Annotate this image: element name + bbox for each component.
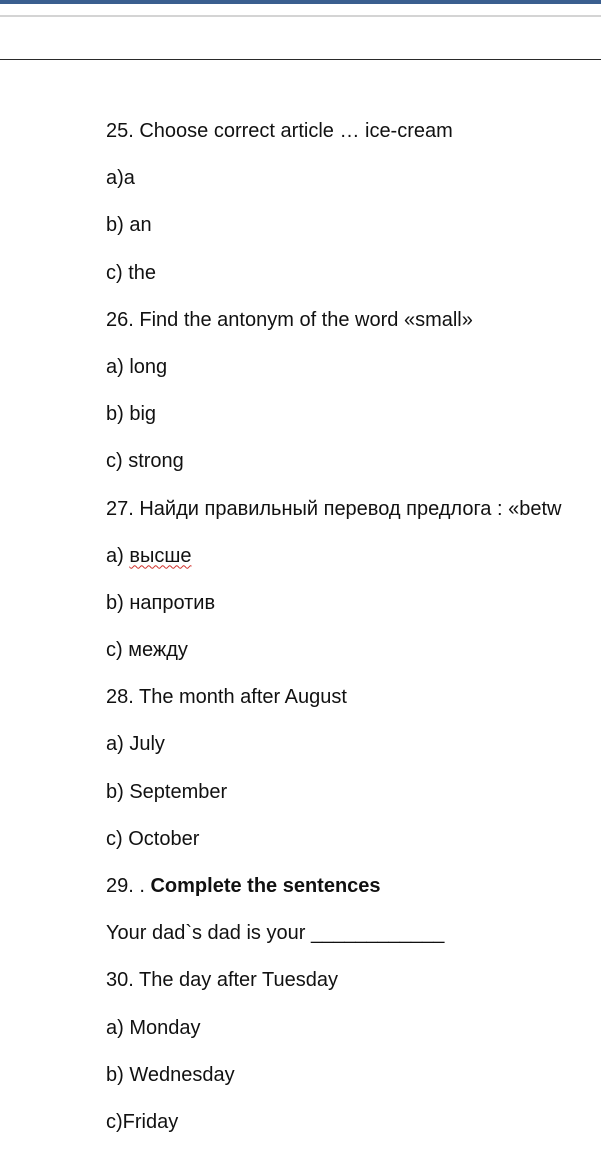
question-30-option-b: b) Wednesday xyxy=(106,1063,235,1086)
question-26-option-b: b) big xyxy=(106,403,157,426)
question-30-option-c: c)Friday xyxy=(106,1110,179,1133)
question-27-option-b: b) напротив xyxy=(106,591,216,614)
header-divider xyxy=(0,59,601,60)
header-top-rule xyxy=(0,15,601,17)
question-30-option-a: a) Monday xyxy=(106,1016,201,1039)
question-26-option-a: a) long xyxy=(106,355,168,378)
question-25-option-a: a)a xyxy=(106,167,135,190)
misspelled-word: высше xyxy=(129,544,192,567)
question-27-option-a xyxy=(106,533,601,580)
question-29-instruction: Complete the sentences xyxy=(150,875,381,897)
question-28-option-c: c) October xyxy=(106,827,200,850)
question-28-option-b: b) September xyxy=(106,780,228,803)
question-25-prompt: 25. Choose correct article … ice-cream xyxy=(106,120,453,142)
question-29-sentence: Your dad`s dad is your ____________ xyxy=(106,922,445,945)
option-a-prefix: a) xyxy=(106,544,130,567)
question-25-option-c: c) the xyxy=(106,261,157,284)
question-28-prompt: 28. The month after August xyxy=(106,686,347,709)
question-26-option-c: c) strong xyxy=(106,450,184,473)
question-25-option-b: b) an xyxy=(106,214,152,237)
question-26-prompt: 26. Find the antonym of the word «small» xyxy=(106,308,473,331)
document-body xyxy=(106,108,601,1146)
question-27-prompt: 27. Найди правильный перевод предлога : «betw xyxy=(106,497,562,520)
question-29-prompt xyxy=(106,863,601,910)
question-29-number: 29. . xyxy=(106,875,151,897)
question-30-prompt: 30. The day after Tuesday xyxy=(106,969,339,992)
question-27-option-c: c) между xyxy=(106,639,188,662)
question-28-option-a: a) July xyxy=(106,733,165,756)
window-top-bar xyxy=(0,0,601,4)
